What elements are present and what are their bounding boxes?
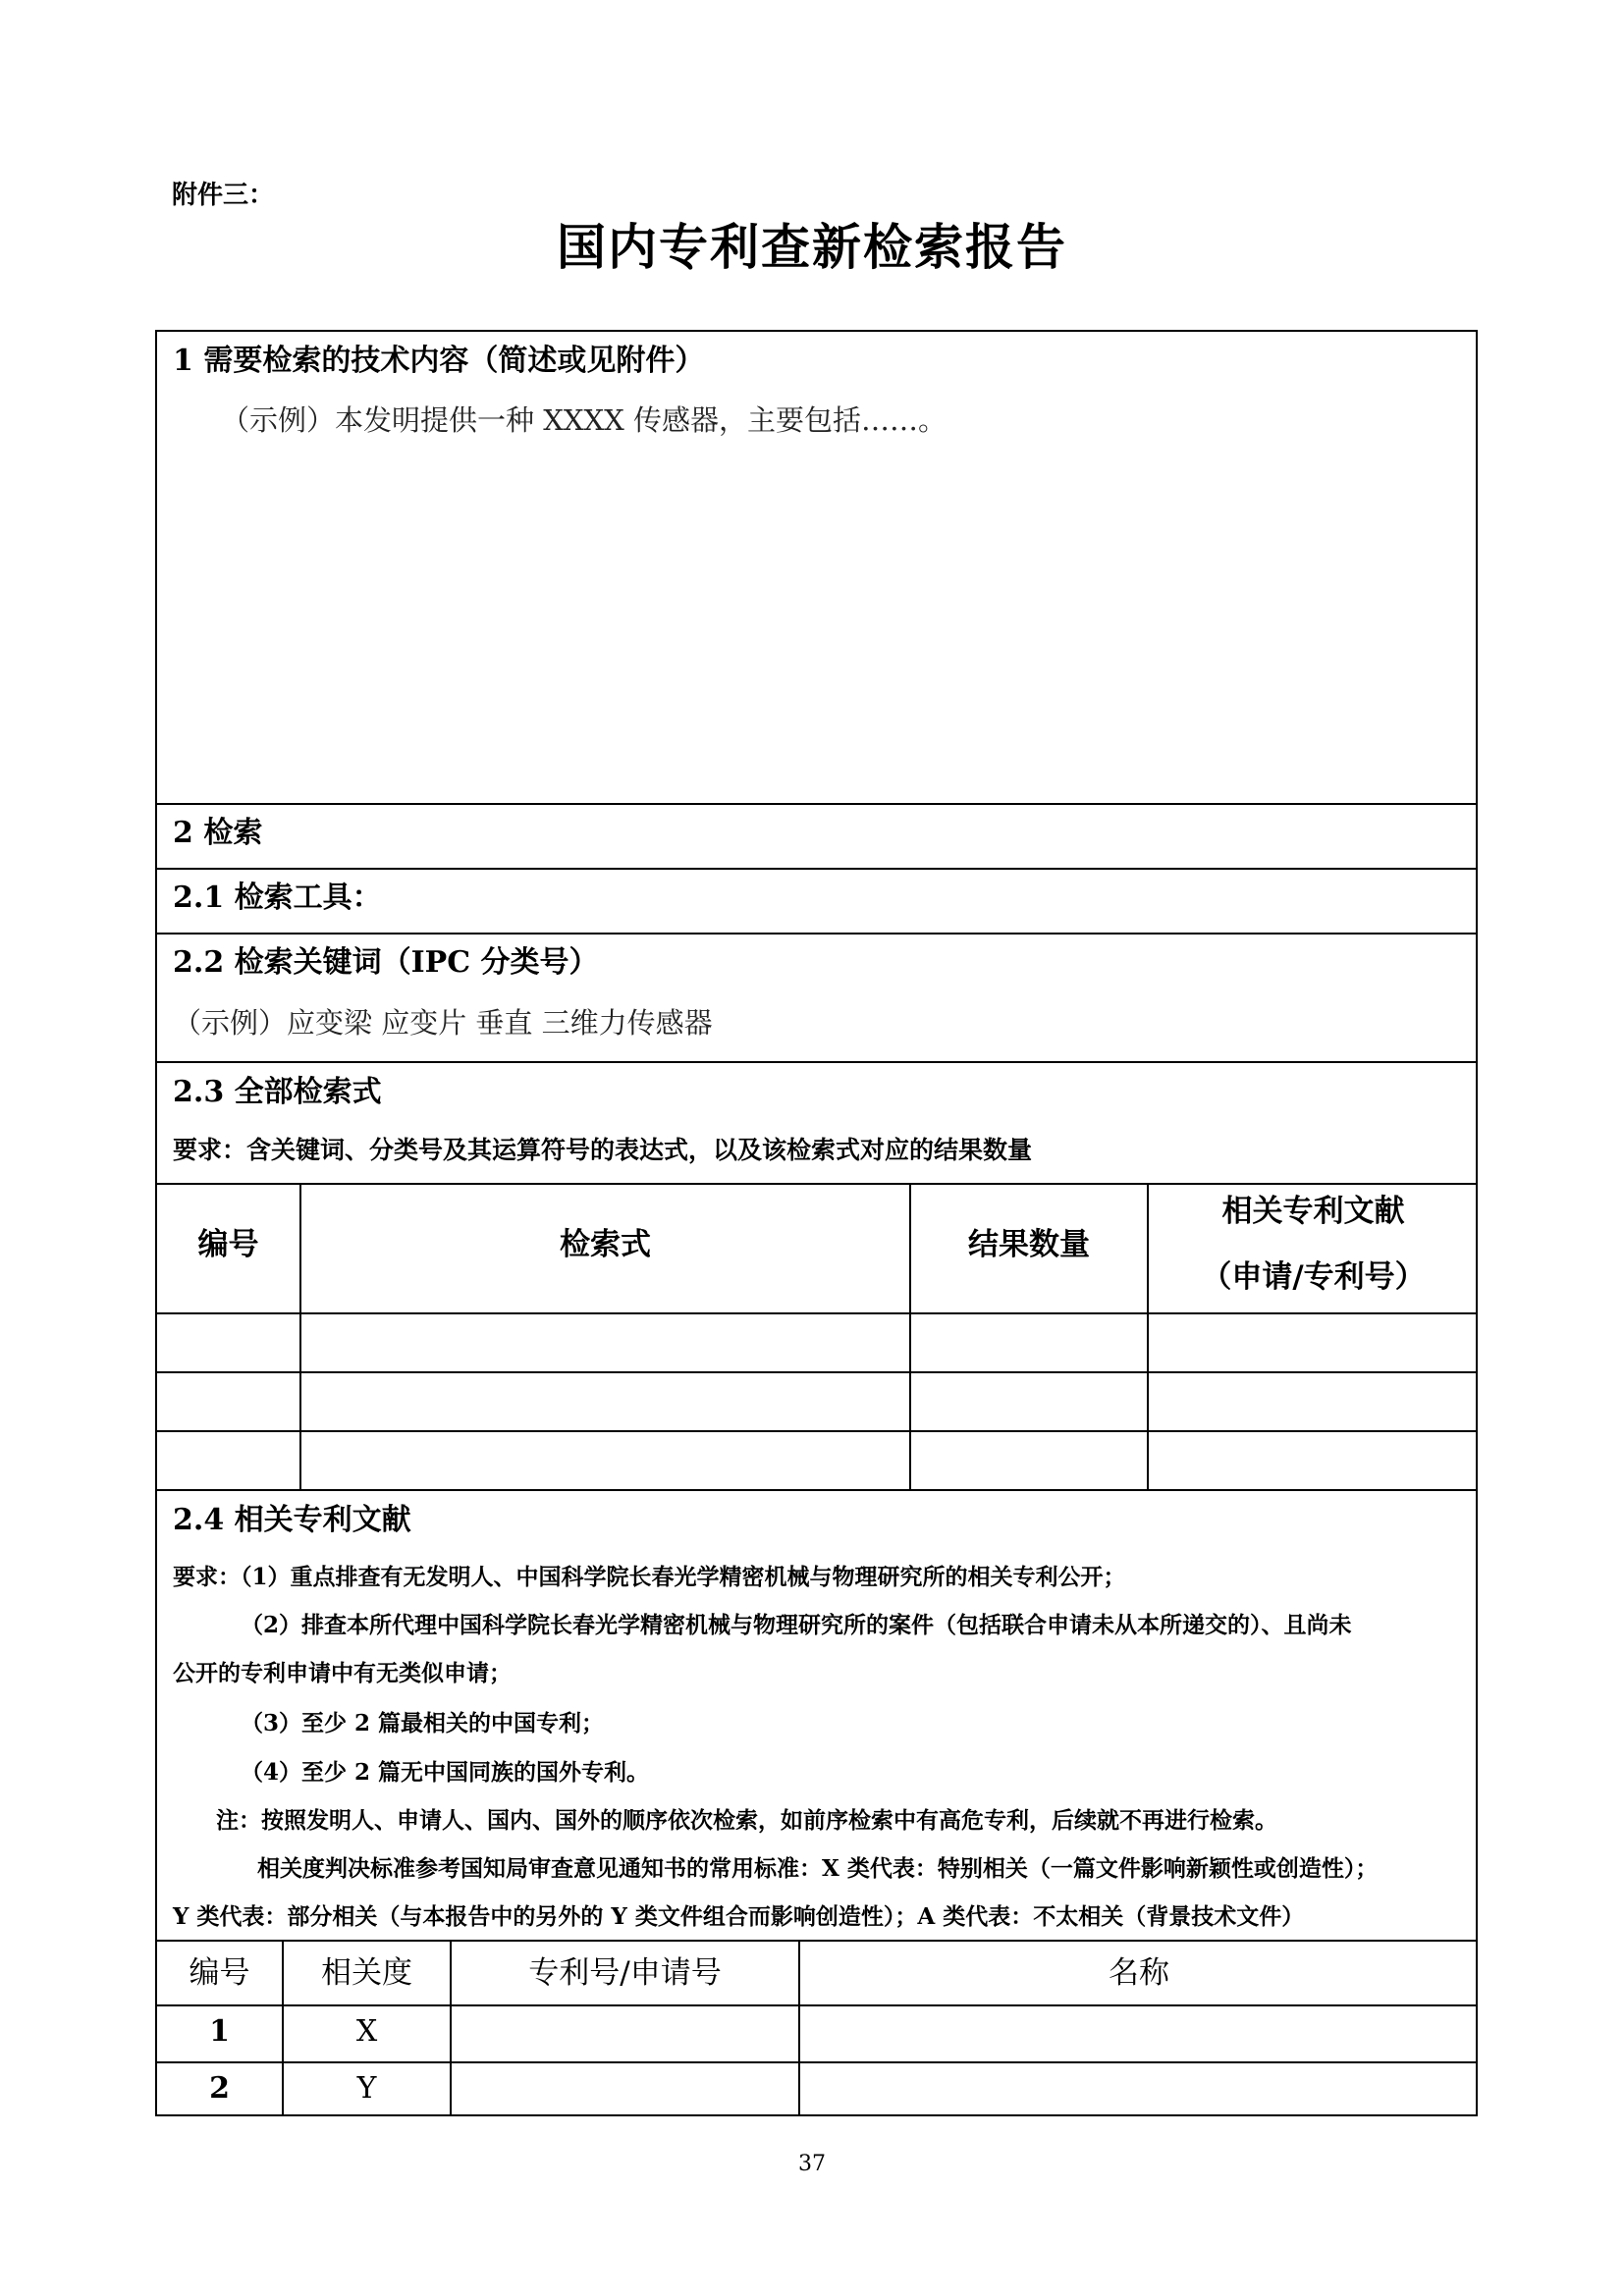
table-row-number: 2 bbox=[209, 2071, 230, 2106]
section-1-heading: 1 需要检索的技术内容（简述或见附件） bbox=[173, 344, 705, 378]
formula-col-docs-sub: （申请/专利号） bbox=[1201, 1259, 1426, 1295]
formula-col-number: 编号 bbox=[197, 1227, 259, 1262]
divider bbox=[155, 2004, 1478, 2006]
divider bbox=[155, 868, 1478, 870]
divider bbox=[155, 1061, 1478, 1063]
keywords-example: （示例）应变梁 应变片 垂直 三维力传感器 bbox=[173, 1006, 713, 1040]
page-number: 37 bbox=[798, 2152, 826, 2176]
docs-col-relevance: 相关度 bbox=[321, 1955, 412, 1991]
docs-note: 注：按照发明人、申请人、国内、国外的顺序依次检索，如前序检索中有高危专利，后续就不再进行检索。 bbox=[216, 1807, 1277, 1834]
divider bbox=[155, 2061, 1478, 2063]
page-title: 国内专利查新检索报告 bbox=[557, 218, 1067, 276]
docs-requirement-2-cont: 公开的专利申请中有无类似申请； bbox=[173, 1660, 512, 1686]
table-row-relevance: Y bbox=[356, 2071, 377, 2106]
section-2-heading: 2 检索 bbox=[173, 816, 263, 850]
divider bbox=[155, 1489, 1478, 1491]
divider bbox=[155, 1312, 1478, 1314]
formula-col-expression: 检索式 bbox=[560, 1227, 651, 1262]
divider bbox=[155, 1430, 1478, 1432]
attachment-label: 附件三： bbox=[172, 181, 275, 210]
keywords-heading: 2.2 检索关键词（IPC 分类号） bbox=[173, 945, 599, 980]
divider bbox=[155, 803, 1478, 805]
docs-requirement-1: 要求：（1）重点排查有无发明人、中国科学院长春光学精密机械与物理研究所的相关专利公开； bbox=[173, 1564, 1126, 1590]
divider bbox=[155, 1371, 1478, 1373]
formula-requirement: 要求：含关键词、分类号及其运算符号的表达式，以及该检索式对应的结果数量 bbox=[173, 1136, 1033, 1164]
docs-col-name: 名称 bbox=[1109, 1955, 1169, 1991]
divider bbox=[155, 1183, 1478, 1185]
divider bbox=[155, 933, 1478, 934]
section-1-example: （示例）本发明提供一种 XXXX 传感器，主要包括……。 bbox=[221, 403, 947, 437]
search-tools-heading: 2.1 检索工具： bbox=[173, 881, 382, 915]
divider bbox=[155, 1940, 1478, 1942]
relevance-standard-cont: Y 类代表：部分相关（与本报告中的另外的 Y 类文件组合而影响创造性）；A 类代表：不太相关（背景技术文件） bbox=[173, 1903, 1305, 1930]
relevance-standard: 相关度判决标准参考国知局审查意见通知书的常用标准：X 类代表：特别相关（一篇文件影响新颖性或创造性）； bbox=[257, 1855, 1379, 1882]
docs-requirement-3: （3）至少 2 篇最相关的中国专利； bbox=[241, 1710, 605, 1736]
docs-col-patent-number: 专利号/申请号 bbox=[528, 1955, 722, 1991]
docs-col-number: 编号 bbox=[189, 1955, 250, 1991]
formula-col-docs: 相关专利文献 bbox=[1221, 1194, 1405, 1229]
formula-col-count: 结果数量 bbox=[968, 1227, 1090, 1262]
table-row-number: 1 bbox=[209, 2014, 230, 2049]
table-row-relevance: X bbox=[355, 2014, 378, 2049]
docs-requirement-2: （2）排查本所代理中国科学院长春光学精密机械与物理研究所的案件（包括联合申请未从本所递交的）、且尚未 bbox=[241, 1612, 1352, 1638]
docs-requirement-4: （4）至少 2 篇无中国同族的国外专利。 bbox=[241, 1759, 650, 1786]
docs-heading: 2.4 相关专利文献 bbox=[173, 1503, 411, 1537]
formula-heading: 2.3 全部检索式 bbox=[173, 1075, 382, 1109]
